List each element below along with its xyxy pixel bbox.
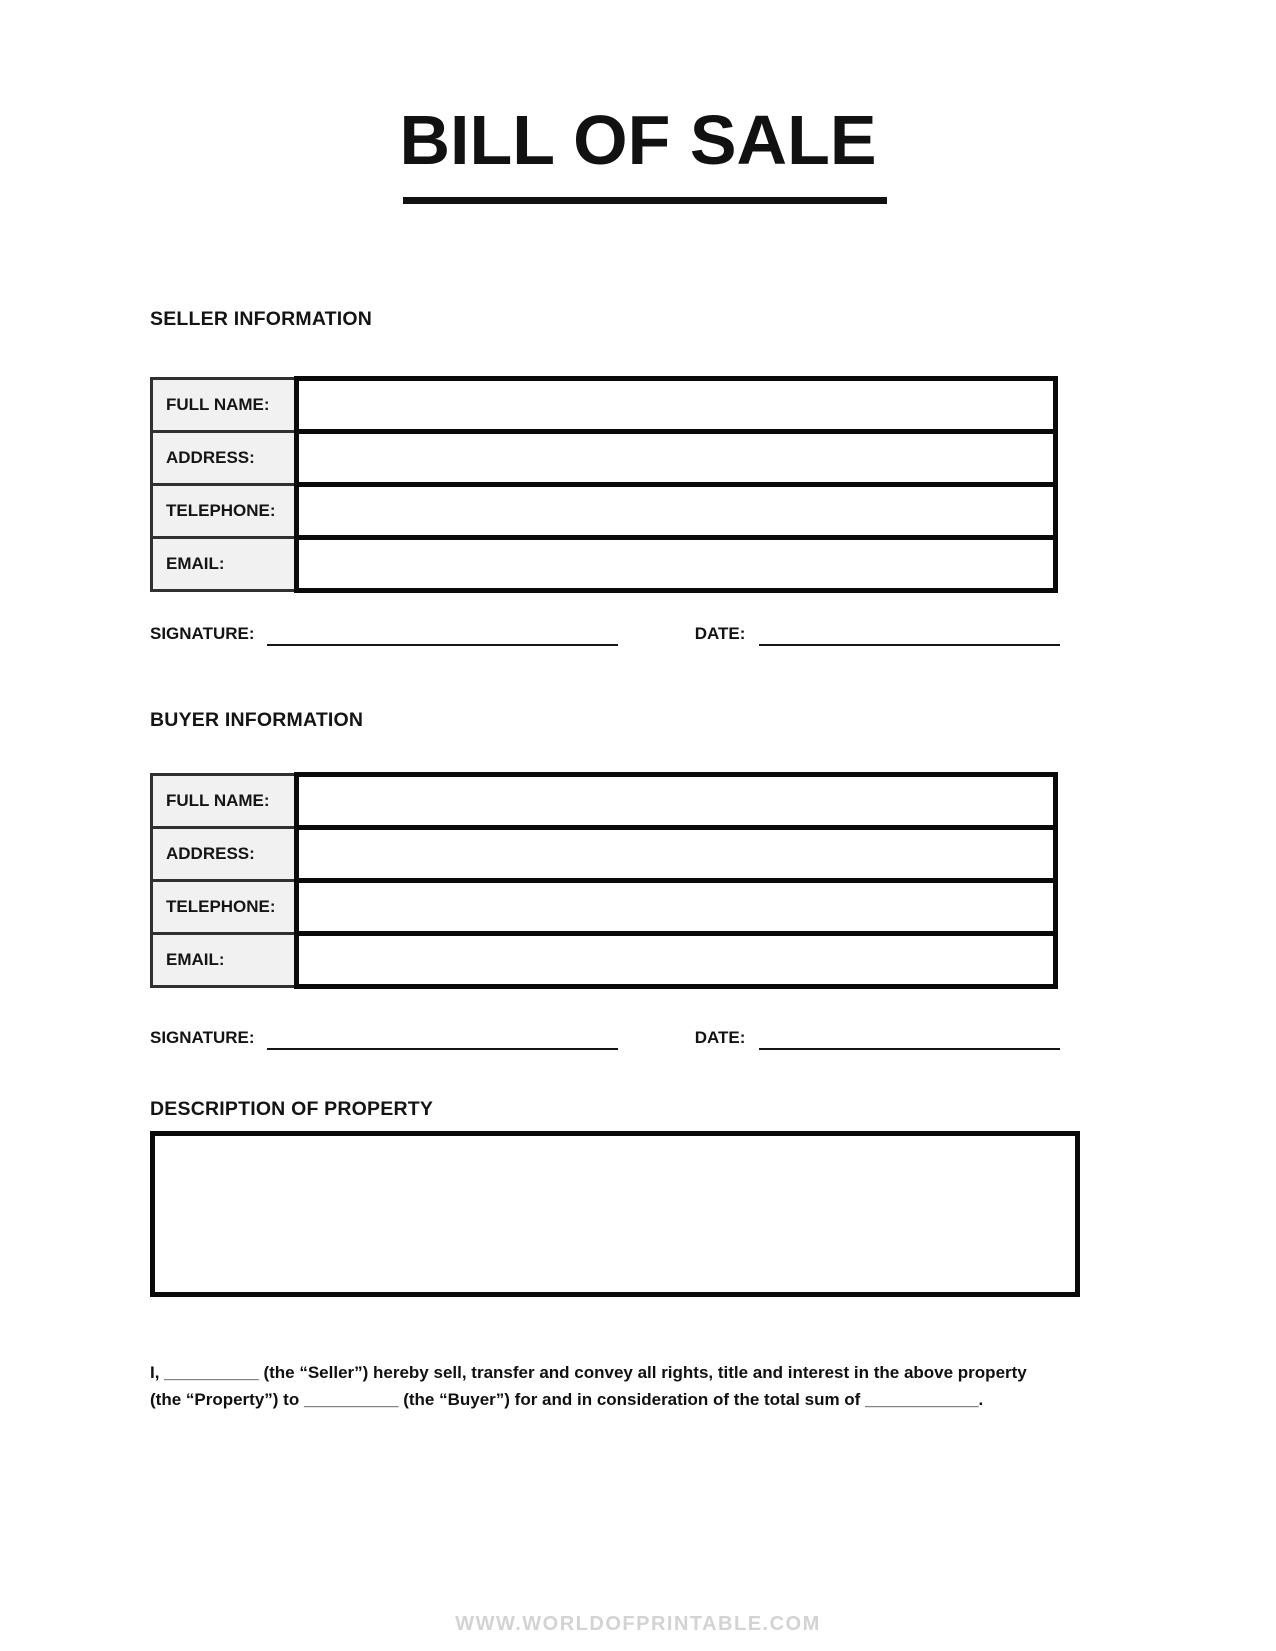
seller-section-heading: SELLER INFORMATION: [150, 308, 373, 330]
seller-full-name-field[interactable]: [297, 379, 1056, 432]
buyer-date-line[interactable]: [759, 1026, 1060, 1050]
table-row: [152, 379, 1056, 432]
table-row: [152, 934, 1056, 987]
buyer-signature-line[interactable]: [267, 1026, 618, 1050]
website-footer: WWW.WORLDOFPRINTABLE.COM: [455, 1613, 821, 1635]
buyer-address-field[interactable]: [297, 828, 1056, 881]
seller-address-field[interactable]: [297, 432, 1056, 485]
seller-info-table: [150, 376, 1058, 593]
buyer-section-heading: BUYER INFORMATION: [150, 709, 364, 731]
buyer-full-name-field[interactable]: [297, 775, 1056, 828]
agreement-paragraph: [150, 1360, 1065, 1413]
page-title: BILL OF SALE: [399, 101, 877, 179]
field-label: FULL NAME:: [152, 379, 297, 432]
seller-signature-row: [150, 620, 1060, 646]
seller-signature-line[interactable]: [267, 622, 618, 646]
field-label: TELEPHONE:: [152, 485, 297, 538]
agreement-line-1: I, __________ (the “Seller”) hereby sell, transfer and convey all rights, title and interest in the above property: [150, 1363, 1027, 1382]
field-label: ADDRESS:: [152, 432, 297, 485]
field-label: TELEPHONE:: [152, 881, 297, 934]
seller-email-field[interactable]: [297, 538, 1056, 591]
seller-date-line[interactable]: [759, 622, 1060, 646]
table-row: [152, 828, 1056, 881]
title-underline: [403, 197, 887, 204]
property-section-heading: DESCRIPTION OF PROPERTY: [150, 1098, 434, 1120]
seller-telephone-field[interactable]: [297, 485, 1056, 538]
date-label: DATE:: [694, 624, 746, 643]
signature-label: SIGNATURE:: [150, 624, 255, 643]
field-label: FULL NAME:: [152, 775, 297, 828]
field-label: ADDRESS:: [152, 828, 297, 881]
property-description-field[interactable]: [150, 1131, 1080, 1297]
table-row: [152, 538, 1056, 591]
buyer-email-field[interactable]: [297, 934, 1056, 987]
agreement-line-2: (the “Property”) to __________ (the “Buyer”) for and in consideration of the total sum of ____________.: [150, 1389, 984, 1409]
field-label: EMAIL:: [152, 538, 297, 591]
table-row: [152, 775, 1056, 828]
table-row: [152, 485, 1056, 538]
signature-label: SIGNATURE:: [150, 1028, 255, 1047]
table-row: [152, 432, 1056, 485]
date-label: DATE:: [694, 1028, 746, 1047]
buyer-telephone-field[interactable]: [297, 881, 1056, 934]
buyer-info-table: [150, 772, 1058, 989]
table-row: [152, 881, 1056, 934]
field-label: EMAIL:: [152, 934, 297, 987]
buyer-signature-row: [150, 1024, 1060, 1050]
